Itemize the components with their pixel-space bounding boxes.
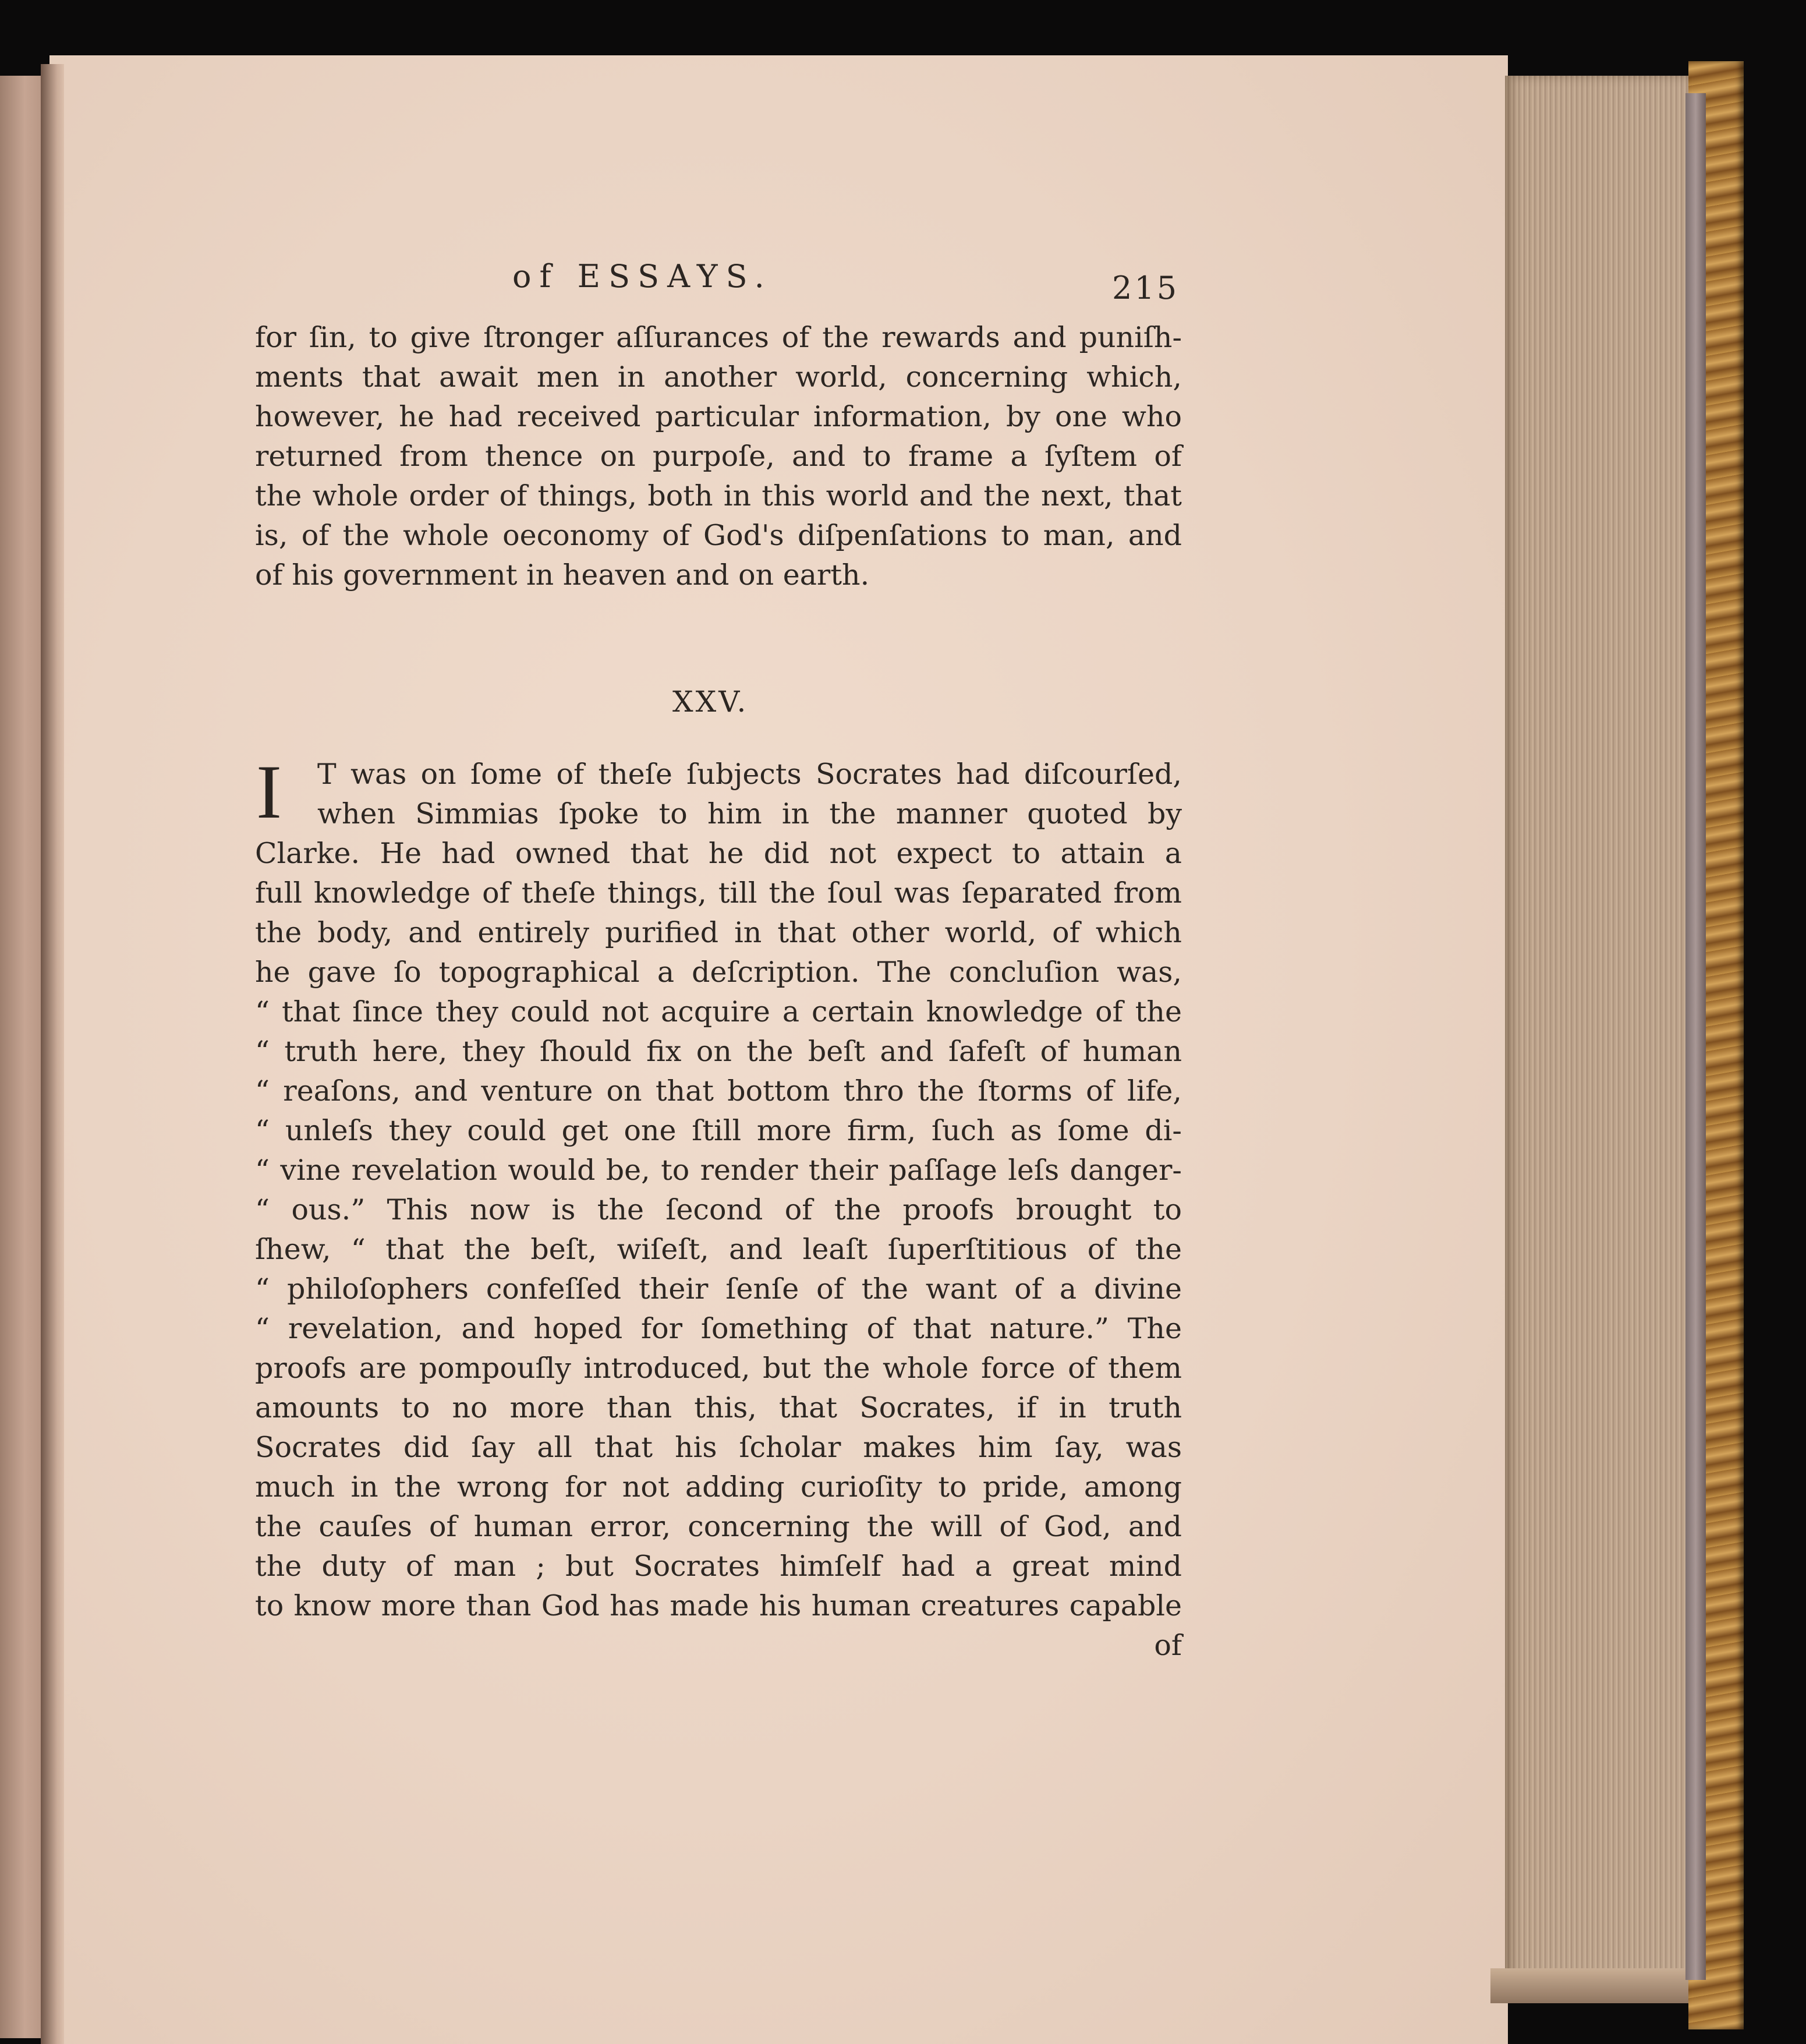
text-line: the cauſes of human error, concerning the will of God, and <box>255 1510 1182 1543</box>
text-line: T was on ſome of theſe ſubjects Socrates had diſcourſed, <box>317 758 1182 791</box>
text-line: Clarke. He had owned that he did not expect to attain a <box>255 837 1182 870</box>
text-line: amounts to no more than this, that Socrates, if in truth <box>255 1391 1182 1424</box>
text-line: for ſin, to give ſtronger aſſurances of the rewards and puniſh- <box>255 321 1182 354</box>
text-line: however, he had received particular information, by one who <box>255 400 1182 433</box>
text-line: “ unleſs they could get one ſtill more firm, ſuch as ſome di- <box>255 1114 1182 1147</box>
text-line: is, of the whole oeconomy of God's diſpenſations to man, and <box>255 519 1182 552</box>
text-line: the whole order of things, both in this world and the next, that <box>255 479 1182 512</box>
text-line: “ that ſince they could not acquire a certain knowledge of the <box>255 995 1182 1028</box>
text-line: “ philoſophers confeſſed their ſenſe of the want of a divine <box>255 1272 1182 1306</box>
text-line: full knowledge of theſe things, till the ſoul was ſeparated from <box>255 876 1182 910</box>
text-line: returned from thence on purpoſe, and to frame a ſyſtem of <box>255 440 1182 473</box>
text-line: when Simmias ſpoke to him in the manner quoted by <box>317 797 1182 830</box>
drop-cap: I <box>256 749 282 834</box>
text-line: proofs are pompouſly introduced, but the whole force of them <box>255 1352 1182 1385</box>
text-line: ments that await men in another world, concerning which, <box>255 360 1182 394</box>
text-line: “ vine revelation would be, to render their paſſage leſs danger- <box>255 1154 1182 1187</box>
page-number: 215 <box>1112 270 1180 306</box>
running-title: of ESSAYS. <box>512 258 773 295</box>
catchword: of <box>1154 1629 1182 1662</box>
text-line: ſhew, “ that the beſt, wiſeſt, and leaſt ſuperſtitious of the <box>255 1233 1182 1266</box>
text-line: much in the wrong for not adding curioſity to pride, among <box>255 1470 1182 1504</box>
text-line: the body, and entirely purified in that other world, of which <box>255 916 1182 949</box>
text-line: “ revelation, and hoped for ſomething of that nature.” The <box>255 1312 1182 1345</box>
text-line: of his government in heaven and on earth. <box>255 558 870 592</box>
text-line: “ ous.” This now is the ſecond of the proofs brought to <box>255 1193 1182 1226</box>
text-line: “ truth here, they ſhould fix on the beſt and ſafeſt of human <box>255 1035 1182 1068</box>
text-line: to know more than God has made his human creatures capable <box>255 1589 1182 1622</box>
text-line: he gave ſo topographical a deſcription. The concluſion was, <box>255 956 1182 989</box>
text-line: the duty of man ; but Socrates himſelf had a great mind <box>255 1550 1182 1583</box>
section-number: XXV. <box>672 685 749 719</box>
text-line: “ reaſons, and venture on that bottom thro the ſtorms of life, <box>255 1074 1182 1108</box>
text-line: Socrates did ſay all that his ſcholar makes him ſay, was <box>255 1431 1182 1464</box>
